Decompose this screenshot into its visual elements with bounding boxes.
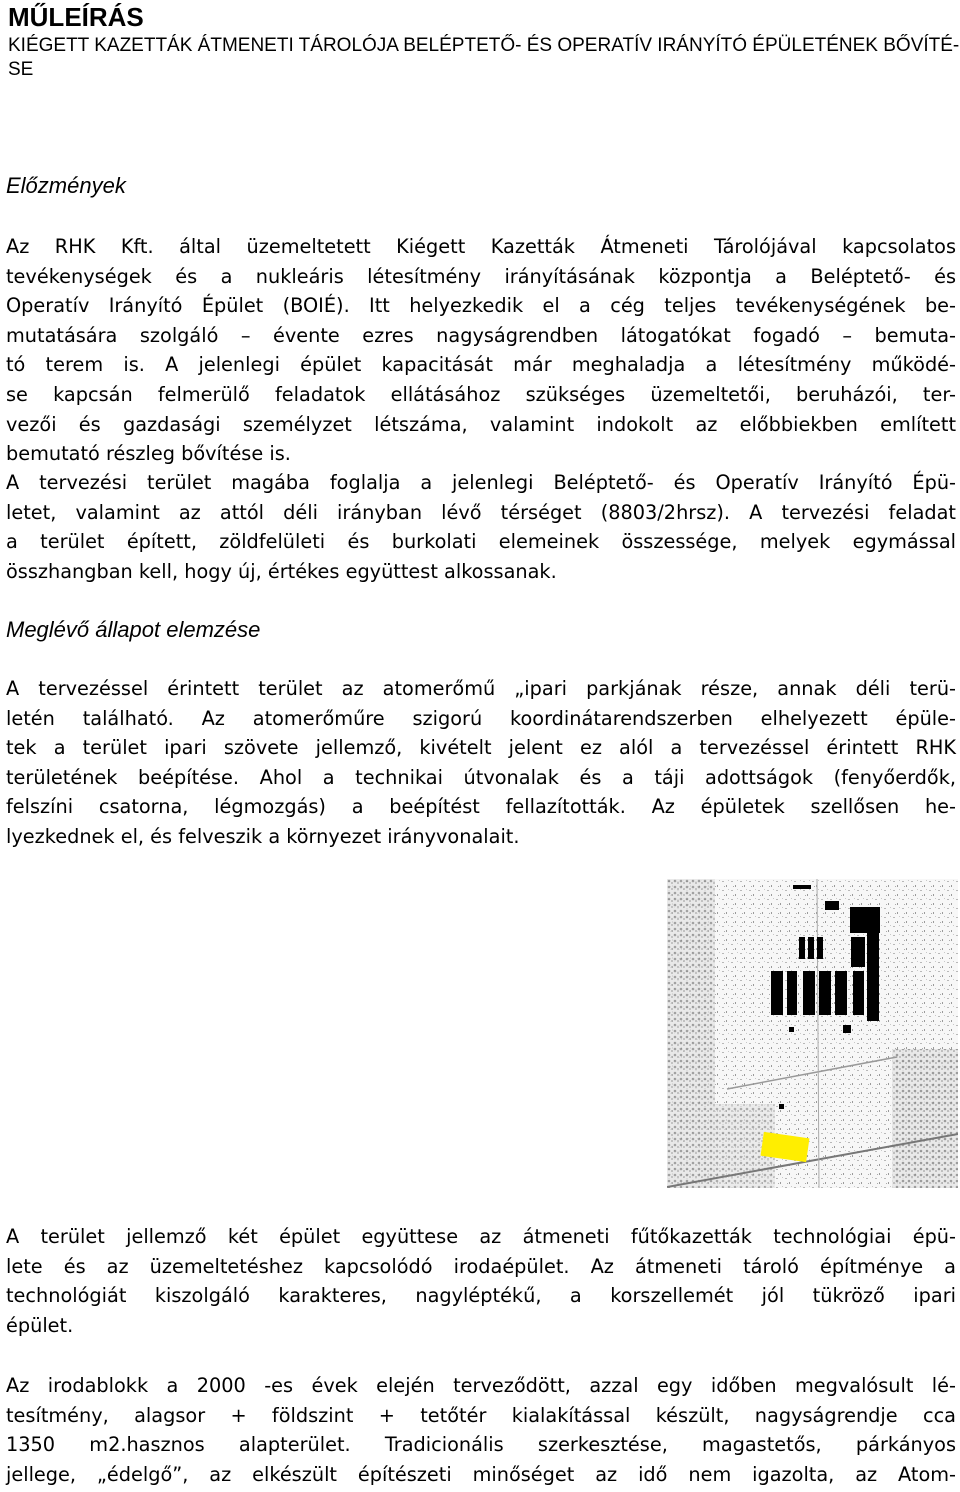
text-line: tek a terület ipari szövete jellemző, kivételt jelent ez alól a tervezéssel érintett RHK xyxy=(6,736,956,760)
building xyxy=(850,907,880,933)
paragraph-elozmenyek-2 xyxy=(6,468,956,586)
section-heading-elozmenyek: Előzmények xyxy=(6,173,126,198)
building xyxy=(803,971,815,1015)
building xyxy=(808,937,814,959)
text-line: jellege, „édelgő”, az elkészült építészeti minőséget az idő nem igazolta, az Atom- xyxy=(6,1462,956,1486)
building xyxy=(851,937,865,967)
text-line: letén található. Az atomerőműre szigorú koordinátarendszerben elhelyezett épüle- xyxy=(6,706,956,730)
site-plan-image xyxy=(667,879,958,1188)
building xyxy=(787,971,797,1015)
text-line: összhangban kell, hogy új, értékes együttest alkossanak. xyxy=(6,559,557,583)
text-line: felszíni csatorna, légmozgás) a beépítést fellazították. Az épületek szellősen he- xyxy=(6,795,956,819)
text-line: bemutató részleg bővítése is. xyxy=(6,442,291,466)
subtitle-line: SE xyxy=(8,59,34,80)
text-line: Operatív Irányító Épület (BOIÉ). Itt helyezkedik el a cég teljes tevékenységének be- xyxy=(6,294,956,318)
text-line: tesítmény, alagsor + földszint + tetőtér kialakítással készült, nagyságrendje cca xyxy=(6,1403,956,1427)
text-line: A terület jellemző két épület együttese az átmeneti fűtőkazetták technológiai épü- xyxy=(6,1225,956,1248)
text-line: Az irodablokk a 2000 -es évek elején terveződött, azzal egy időben megvalósult lé- xyxy=(6,1374,956,1397)
paragraph-meglevo-2 xyxy=(6,1222,956,1340)
text-line: letet, valamint az attól déli irányban lévő térséget (8803/2hrsz). A tervezési feladat xyxy=(6,500,956,524)
building xyxy=(817,937,823,959)
building xyxy=(867,933,879,1021)
text-line: A tervezéssel érintett terület az atomerőmű „ipari parkjának része, annak déli terü- xyxy=(6,677,956,700)
text-line: lete és az üzemeltetéshez kapcsolódó irodaépület. Az átmeneti tároló építménye a xyxy=(6,1254,956,1278)
text-line: a terület épített, zöldfelületi és burkolati elemeinek összessége, melyek egymással xyxy=(6,530,956,554)
building xyxy=(789,1027,794,1032)
text-line: mutatására szolgáló – évente ezres nagyságrendben látogatókat fogadó – bemuta- xyxy=(6,323,956,347)
paragraph-elozmenyek-1 xyxy=(6,232,956,469)
text-line: vezői és gazdasági személyzet létszáma, valamint indokolt az előbbiekben említett xyxy=(6,412,956,436)
text-line: épület. xyxy=(6,1313,74,1337)
text-line: tevékenységek és a nukleáris létesítmény irányításának központja a Beléptető- és xyxy=(6,264,956,288)
building xyxy=(779,1104,784,1109)
paragraph-meglevo-1 xyxy=(6,674,956,852)
text-line: A tervezési terület magába foglalja a jelenlegi Beléptető- és Operatív Irányító Épü- xyxy=(6,471,956,494)
forest-area xyxy=(667,879,715,1188)
building xyxy=(793,885,811,889)
building xyxy=(835,971,847,1015)
text-line: Az RHK Kft. által üzemeltetett Kiégett Kazetták Átmeneti Tárolójával kapcsolatos xyxy=(6,235,956,258)
building xyxy=(853,971,864,1015)
text-line: se kapcsán felmerülő feladatok ellátásához szükséges üzemeltetői, beruházói, ter- xyxy=(6,382,956,406)
document-title: MŰLEÍRÁS xyxy=(8,2,144,32)
document-subtitle xyxy=(8,34,958,82)
paragraph-meglevo-3 xyxy=(6,1371,956,1489)
text-line: területének beépítése. Ahol a technikai útvonalak és a táji adottságok (fenyőerdők, xyxy=(6,765,956,789)
text-line: 1350 m2.hasznos alapterület. Tradicionális szerkesztése, magastetős, párkányos xyxy=(6,1433,956,1457)
building xyxy=(825,901,839,910)
building xyxy=(771,971,783,1015)
text-line: tó terem is. A jelenlegi épület kapacitását már meghaladja a létesítmény működé- xyxy=(6,353,956,377)
text-line: lyezkednek el, és felveszik a környezet irányvonalait. xyxy=(6,824,520,848)
text-line: technológiát kiszolgáló karakteres, nagyléptékű, a korszellemét jól tükröző ipari xyxy=(6,1284,956,1308)
section-heading-meglevo-allapot: Meglévő állapot elemzése xyxy=(6,617,261,642)
site-plan-svg xyxy=(667,879,958,1188)
forest-area xyxy=(892,1049,958,1188)
building xyxy=(819,971,831,1015)
subtitle-line: KIÉGETT KAZETTÁK ÁTMENETI TÁROLÓJA BELÉPTETŐ- ÉS OPERATÍV IRÁNYÍTÓ ÉPÜLETÉNEK BŐVÍTÉ- xyxy=(8,35,960,56)
building xyxy=(843,1025,851,1033)
building xyxy=(799,937,805,959)
